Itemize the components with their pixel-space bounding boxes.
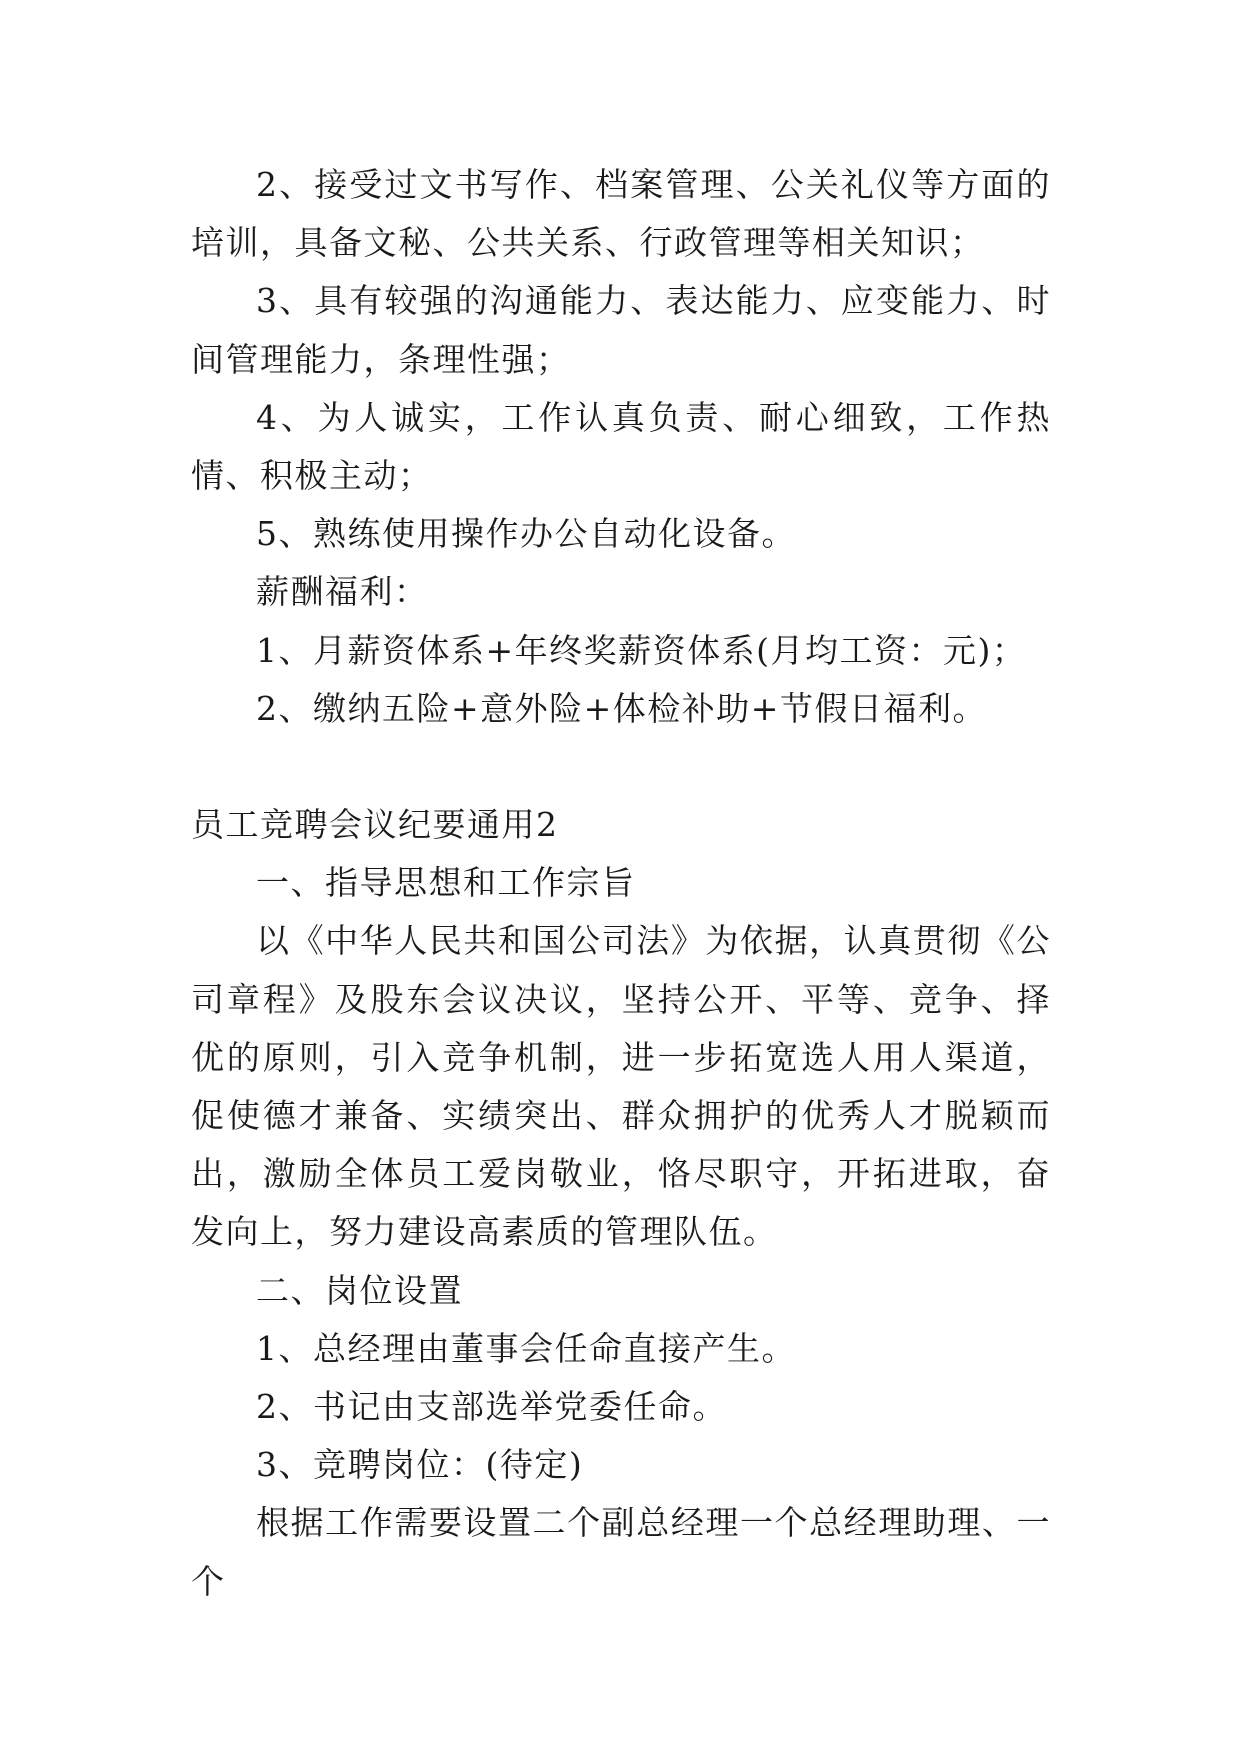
requirement-3: 3、具有较强的沟通能力、表达能力、应变能力、时间管理能力，条理性强； [191, 281, 1051, 379]
heading-position-setup: 二、岗位设置 [256, 1270, 463, 1310]
requirement-5: 5、熟练使用操作办公自动化设备。 [256, 514, 796, 554]
position-item-2: 2、书记由支部选举党委任命。 [256, 1387, 727, 1427]
paragraph-position-setup: 根据工作需要设置二个副总经理一个总经理助理、一个 [191, 1503, 1051, 1601]
benefits-heading: 薪酬福利： [256, 572, 429, 612]
section-title: 员工竞聘会议纪要通用2 [191, 805, 559, 845]
position-item-3: 3、竞聘岗位：(待定) [256, 1445, 584, 1485]
section-spacer [191, 738, 1051, 796]
requirement-4: 4、为人诚实，工作认真负责、耐心细致，工作热情、积极主动； [191, 397, 1051, 496]
heading-guiding-ideology: 一、指导思想和工作宗旨 [256, 863, 636, 903]
requirement-2: 2、接受过文书写作、档案管理、公关礼仪等方面的培训，具备文秘、公共关系、行政管理等相关知识； [191, 165, 1051, 263]
position-item-1: 1、总经理由董事会任命直接产生。 [256, 1328, 796, 1368]
document-body [191, 156, 1051, 1611]
benefit-1: 1、月薪资体系+年终奖薪资体系(月均工资：元)； [256, 630, 1027, 670]
benefit-2: 2、缴纳五险+意外险+体检补助+节假日福利。 [256, 688, 987, 728]
paragraph-guiding-ideology: 以《中华人民共和国公司法》为依据，认真贯彻《公司章程》及股东会议决议，坚持公开、平等、竞争、择优的原则，引入竞争机制，进一步拓宽选人用人渠道，促使德才兼备、实绩突出、群众拥护的优秀人才脱颖而出，激励全体员工爱岗敬业，恪尽职守，开拓进取，奋发向上，努力建设高素质的管理队伍。 [191, 921, 1051, 1252]
